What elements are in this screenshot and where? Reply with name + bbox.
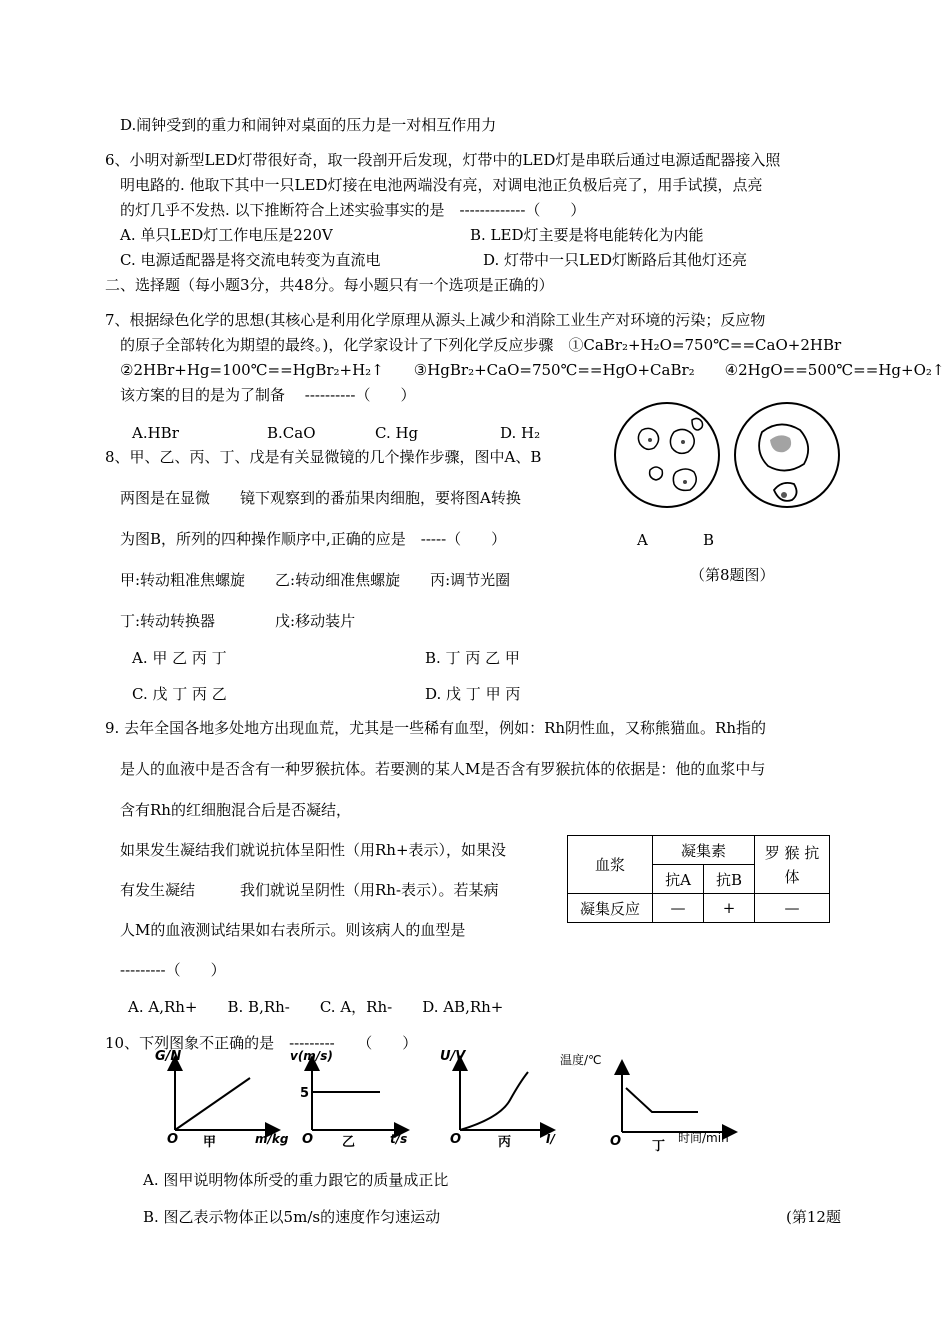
q8-option-d: D. 戊 丁 甲 丙 (425, 685, 521, 703)
q9-line-2: 是人的血液中是否含有一种罗猴抗体。若要测的某人M是否含有罗猴抗体的依据是：他的血浆中与 (120, 760, 766, 778)
table-cell-rhesus: — (755, 894, 830, 923)
graph-yi (290, 1048, 420, 1148)
graph-jia-name: 甲 (203, 1135, 217, 1150)
q6-line-1: 6、小明对新型LED灯带很好奇，取一段剖开后发现，灯带中的LED灯是串联后通过电源适配器接入照 (105, 151, 781, 169)
table-header-anti-a: 抗A (653, 865, 704, 894)
graph-yi-name: 乙 (342, 1135, 356, 1150)
figure-label-a: A (637, 531, 648, 549)
graph-jia-line (175, 1078, 250, 1130)
graph-bing-xlabel: I/ (546, 1132, 555, 1146)
q10-line-1: 10、下列图象不正确的是 --------- （ ） (105, 1034, 418, 1052)
q8-option-c: C. 戊 丁 丙 乙 (132, 685, 227, 703)
q7-line-1: 7、根据绿色化学的思想(其核心是利用化学原理从源头上减少和消除工业生产对环境的污染；反应物 (105, 311, 766, 329)
graph-jia (155, 1048, 295, 1148)
q10-option-b: B. 图乙表示物体正以5m/s的速度作匀速运动 (143, 1208, 441, 1226)
q7-option-d: D. H₂ (500, 424, 541, 442)
graph-bing-ylabel: U/V (440, 1049, 466, 1064)
figure-label-b: B (703, 531, 715, 549)
q10-option-a: A. 图甲说明物体所受的重力跟它的质量成正比 (143, 1171, 449, 1189)
table-cell-anti-a: — (653, 894, 704, 923)
graph-bing-name: 丙 (498, 1135, 512, 1150)
graph-yi-xlabel: t/s (390, 1132, 408, 1146)
q8-line-3: 为图B，所列的四种操作顺序中,正确的应是 -----（ ） (120, 530, 507, 548)
q6-option-c: C. 电源适配器是将交流电转变为直流电 (120, 251, 381, 269)
graph-ding-name: 丁 (652, 1139, 666, 1154)
graph-jia-origin: O (167, 1132, 179, 1147)
microscope-cells-figure (612, 400, 852, 510)
q9-line-4: 如果发生凝结我们就说抗体呈阳性（用Rh+表示），如果没 (120, 841, 507, 859)
table-header-anti-b: 抗B (704, 865, 755, 894)
q6-option-b: B. LED灯主要是将电能转化为内能 (470, 226, 704, 244)
q5-option-d: D.闹钟受到的重力和闹钟对桌面的压力是一对相互作用力 (120, 116, 497, 134)
q9-line-6: 人M的血液测试结果如右表所示。则该病人的血型是 (120, 921, 466, 939)
q8-option-b: B. 丁 丙 乙 甲 (425, 649, 520, 667)
table-row-label-reaction: 凝集反应 (568, 894, 653, 923)
q9-options: A. A,Rh+ B. B,Rh- C. A，Rh- D. AB,Rh+ (128, 998, 504, 1016)
graph-yi-ylabel: v(m/s) (290, 1049, 333, 1063)
graph-ding (560, 1050, 760, 1154)
figure-b-field (735, 403, 839, 507)
table-cell-anti-b: + (704, 894, 755, 923)
q7-line-3: ②2HBr+Hg=100℃==HgBr₂+H₂↑ ③HgBr₂+CaO=750℃==HgO+CaBr₂ ④2HgO==500℃==Hg+O₂↑ (120, 361, 945, 379)
graph-bing-origin: O (450, 1132, 462, 1147)
q7-option-b: B.CaO (267, 424, 316, 442)
q6-line-3: 的灯几乎不发热. 以下推断符合上述实验事实的是 -------------（ ） (120, 201, 586, 219)
table-header-rhesus: 罗 猴 抗 体 (755, 836, 830, 894)
figure-caption-q8: （第8题图） (690, 566, 775, 584)
graph-ding-ylabel: 温度/℃ (560, 1053, 602, 1067)
figure-a-field (615, 403, 719, 507)
q8-line-1: 8、甲、乙、丙、丁、戊是有关显微镜的几个操作步骤，图中A、B (105, 448, 542, 466)
table-header-agglutinin: 凝集素 (653, 836, 755, 865)
q8-line-4: 甲:转动粗准焦螺旋 乙:转动细准焦螺旋 丙:调节光圈 (120, 571, 511, 589)
graph-yi-origin: O (302, 1132, 314, 1147)
q7-line-4: 该方案的目的是为了制备 ----------（ ） (120, 386, 416, 404)
graph-ding-origin: O (610, 1134, 622, 1149)
q9-line-5: 有发生凝结 我们就说呈阴性（用Rh-表示）。若某病 (120, 881, 499, 899)
q6-line-2: 明电路的. 他取下其中一只LED灯接在电池两端没有亮，对调电池正负极后亮了，用手试摸，点亮 (120, 176, 763, 194)
q8-line-2: 两图是在显微 镜下观察到的番茄果肉细胞，要将图A转换 (120, 489, 521, 507)
section-2-heading: 二、选择题（每小题3分，共48分。每小题只有一个选项是正确的） (105, 276, 554, 294)
q8-option-a: A. 甲 乙 丙 丁 (132, 649, 227, 667)
graph-bing (440, 1048, 570, 1148)
graph-ding-line (626, 1088, 698, 1112)
q7-line-2: 的原子全部转化为期望的最终。)，化学家设计了下列化学反应步骤 ①CaBr₂+H₂O=750℃==CaO+2HBr (120, 336, 842, 354)
graph-yi-tick: 5 (300, 1086, 310, 1101)
graph-jia-ylabel: G/N (155, 1049, 182, 1064)
blood-test-table (567, 835, 830, 923)
q7-option-c: C. Hg (375, 424, 419, 442)
q8-line-5: 丁:转动转换器 戊:移动装片 (120, 612, 356, 630)
q9-line-7: ---------（ ） (120, 961, 226, 979)
q7-option-a: A.HBr (132, 424, 179, 442)
q10-side-note: (第12题 (786, 1208, 841, 1226)
q9-line-3: 含有Rh的红细胞混合后是否凝结， (120, 801, 351, 819)
graph-jia-xlabel: m/kg (255, 1132, 289, 1146)
q9-line-1: 9. 去年全国各地多处地方出现血荒，尤其是一些稀有血型，例如：Rh阴性血，又称熊猫血。Rh指的 (105, 719, 766, 737)
graph-ding-xlabel: 时间/min (678, 1131, 729, 1145)
q6-option-d: D. 灯带中一只LED灯断路后其他灯还亮 (483, 251, 747, 269)
table-header-plasma: 血浆 (568, 836, 653, 894)
q6-option-a: A. 单只LED灯工作电压是220V (120, 226, 333, 244)
graph-bing-curve (460, 1072, 528, 1130)
